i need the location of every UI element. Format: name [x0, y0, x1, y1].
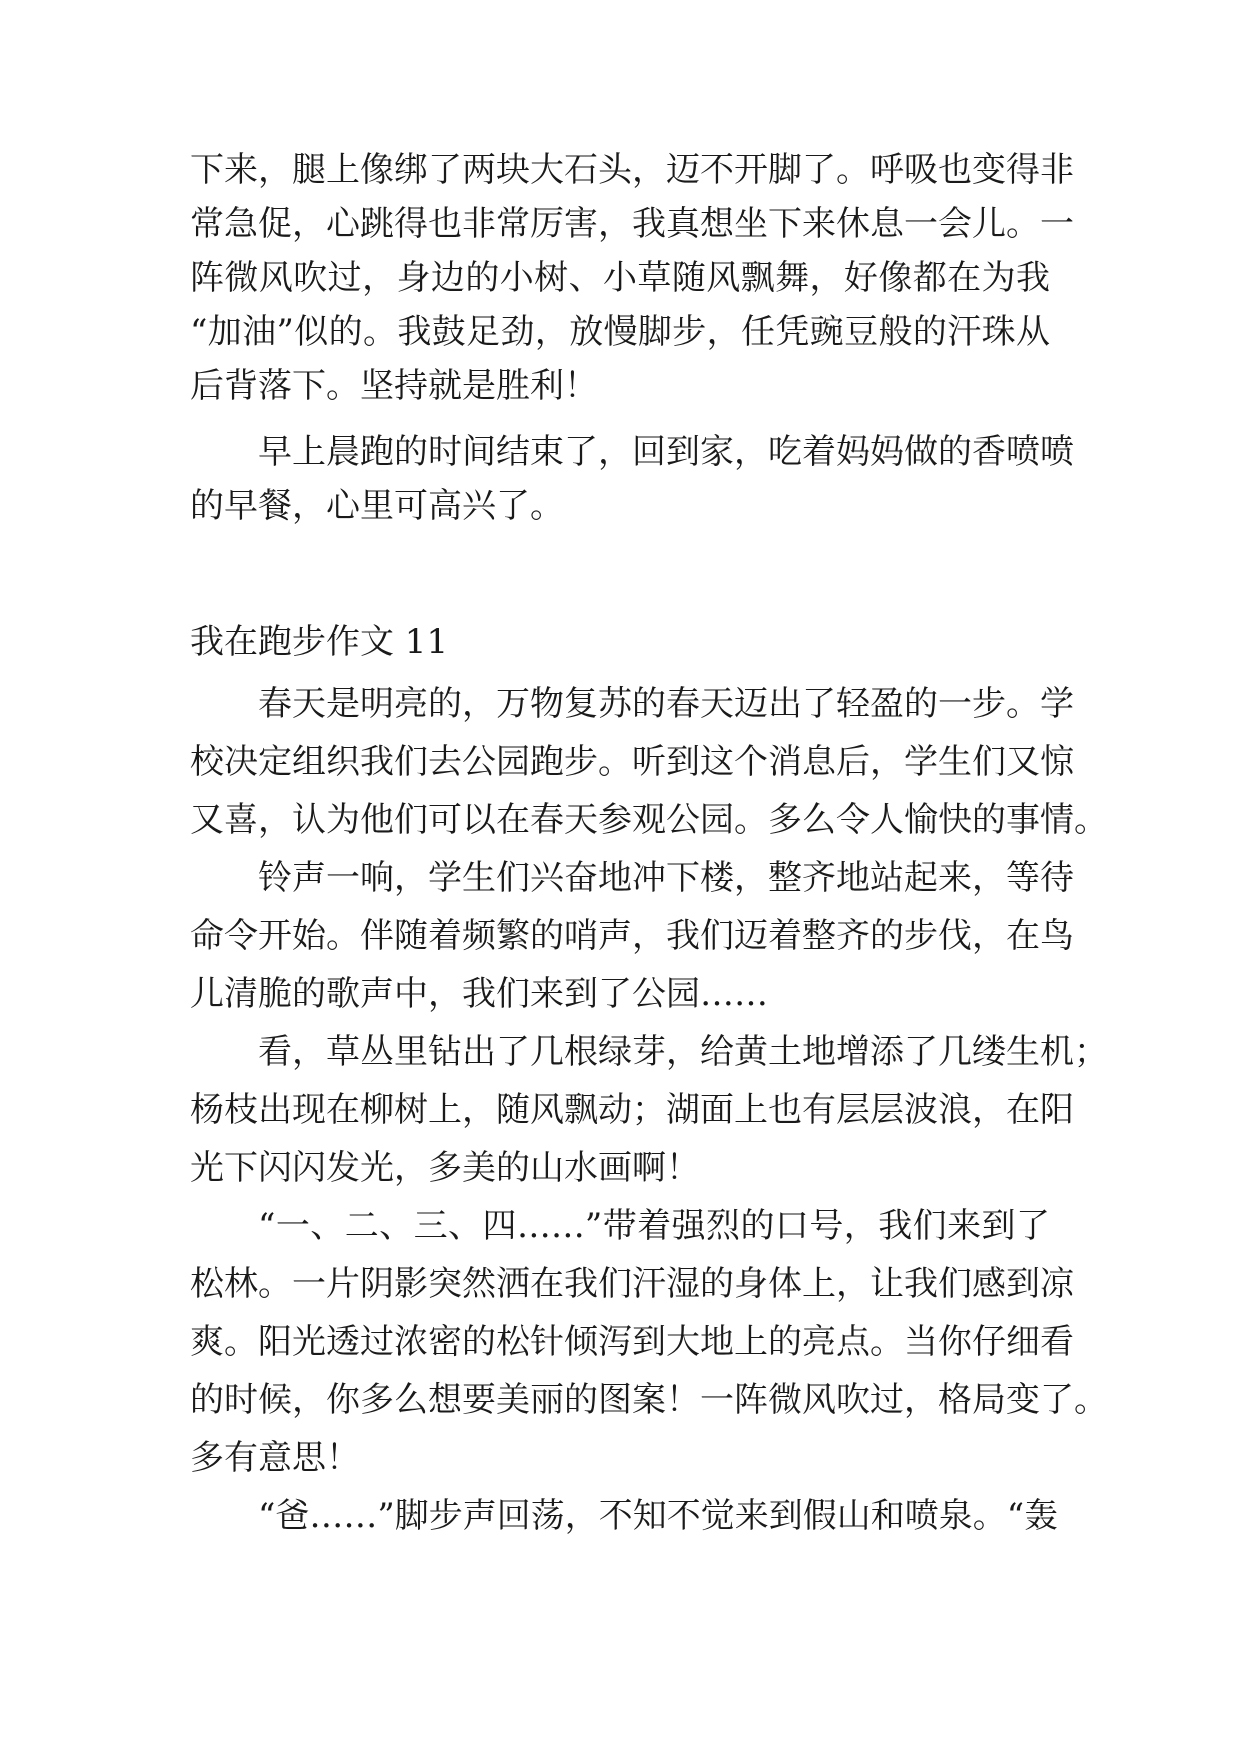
text-line: 多有意思！: [190, 1438, 360, 1478]
text-line: “一、二、三、四……”带着强烈的口号，我们来到了: [258, 1206, 1050, 1246]
text-line: 儿清脆的歌声中，我们来到了公园……: [190, 974, 768, 1014]
text-line: 又喜，认为他们可以在春天参观公园。多么令人愉快的事情。: [190, 800, 1108, 840]
text-line: 下来，腿上像绑了两块大石头，迈不开脚了。呼吸也变得非: [190, 150, 1074, 190]
text-line: 的时候，你多么想要美丽的图案！一阵微风吹过，格局变了。: [190, 1380, 1108, 1420]
text-line: “爸……”脚步声回荡，不知不觉来到假山和喷泉。“轰: [258, 1496, 1059, 1536]
text-line: 常急促，心跳得也非常厉害，我真想坐下来休息一会儿。一: [190, 204, 1074, 244]
text-line: 看，草丛里钻出了几根绿芽，给黄土地增添了几缕生机；: [258, 1032, 1108, 1072]
text-line: 阵微风吹过，身边的小树、小草随风飘舞，好像都在为我: [190, 258, 1050, 298]
text-line: 春天是明亮的，万物复苏的春天迈出了轻盈的一步。学: [258, 684, 1074, 724]
text-line: 后背落下。坚持就是胜利！: [190, 366, 598, 406]
text-line: 校决定组织我们去公园跑步。听到这个消息后，学生们又惊: [190, 742, 1074, 782]
text-line: “加油”似的。我鼓足劲，放慢脚步，任凭豌豆般的汗珠从: [190, 312, 1050, 352]
text-line: 光下闪闪发光，多美的山水画啊！: [190, 1148, 700, 1188]
text-line: 爽。阳光透过浓密的松针倾泻到大地上的亮点。当你仔细看: [190, 1322, 1074, 1362]
text-line: 松林。一片阴影突然洒在我们汗湿的身体上，让我们感到凉: [190, 1264, 1074, 1304]
text-line: 铃声一响，学生们兴奋地冲下楼，整齐地站起来，等待: [258, 858, 1074, 898]
text-line: 杨枝出现在柳树上，随风飘动；湖面上也有层层波浪，在阳: [190, 1090, 1074, 1130]
text-line: 的早餐，心里可高兴了。: [190, 486, 564, 526]
text-line: 命令开始。伴随着频繁的哨声，我们迈着整齐的步伐，在鸟: [190, 916, 1074, 956]
text-line: 早上晨跑的时间结束了，回到家，吃着妈妈做的香喷喷: [258, 432, 1074, 472]
section-title: 我在跑步作文 11: [190, 622, 449, 662]
